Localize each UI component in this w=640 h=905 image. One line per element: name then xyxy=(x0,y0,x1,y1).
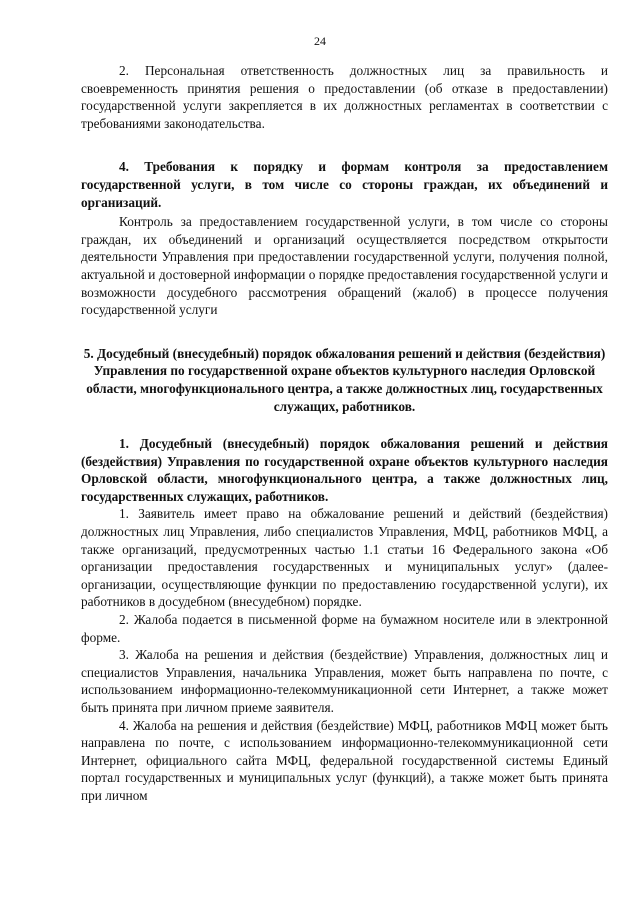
section-4-text: Контроль за предоставлением государственной услуги, в том числе со стороны граждан, их объединений и организаций осуществляется посредством открытости деятельности Управления при предоставлении государственной услуги, получения полной, актуальной и достоверной информации о порядке предоставления государственной услуги и возможности досудебного рассмотрения обращений (жалоб) в процессе получения государственной услуги xyxy=(81,214,608,318)
list-item-4: 4. Жалоба на решения и действия (бездействие) МФЦ, работников МФЦ может быть направлена по почте, с использованием информационно-телекоммуникационной сети Интернет, официального сайта МФЦ, федеральной государственной системы Единый портал государственных и муниципальных услуг (функций), а также может быть принята при личном xyxy=(81,717,608,803)
document-body xyxy=(81,62,608,805)
list-item-1: 1. Заявитель имеет право на обжалование решений и действий (бездействия) должностных лиц Управления, либо специалистов Управления, МФЦ, работников МФЦ, а также организаций, предусмотренных частью 1.1 статьи 16 Федерального закона «Об организации предоставления государственных и муниципальных услуг» (далее-организации, осуществляющие функции по предоставлению государственной услуги), их работников в досудебном (внесудебном) порядке. xyxy=(81,506,608,610)
paragraph-responsibility: 2. Персональная ответственность должностных лиц за правильность и своевременность принятия решения о предоставлении (об отказе в предоставлении) государственной услуги закрепляется в их должностных регламентах в соответствии с требованиями законодательства. xyxy=(81,63,608,131)
section-4-title: 4. Требования к порядку и формам контроля за предоставлением государственной услуги, в том числе со стороны граждан, их объединений и организаций. xyxy=(81,159,608,210)
subsection-1-title: 1. Досудебный (внесудебный) порядок обжалования решений и действия (бездействия) Управления по государственной охране объектов культурного наследия Орловской области, многофункционального центра, а также должностных лиц, государственных служащих, работников. xyxy=(81,436,608,504)
list-item-2: 2. Жалоба подается в письменной форме на бумажном носителе или в электронной форме. xyxy=(81,612,608,645)
page-number: 24 xyxy=(314,34,326,48)
section-5-title: 5. Досудебный (внесудебный) порядок обжалования решений и действия (бездействия) Управления по государственной охране объектов культурного наследия Орловской области, многофункционального центра, а также должностных лиц, государственных служащих, работников. xyxy=(83,345,606,414)
list-item-3: 3. Жалоба на решения и действия (бездействие) Управления, должностных лиц и специалистов Управления, начальника Управления, может быть направлена по почте, с использованием информационно-телекоммуникационной сети Интернет, а также может быть принята при личном приеме заявителя. xyxy=(81,647,608,715)
